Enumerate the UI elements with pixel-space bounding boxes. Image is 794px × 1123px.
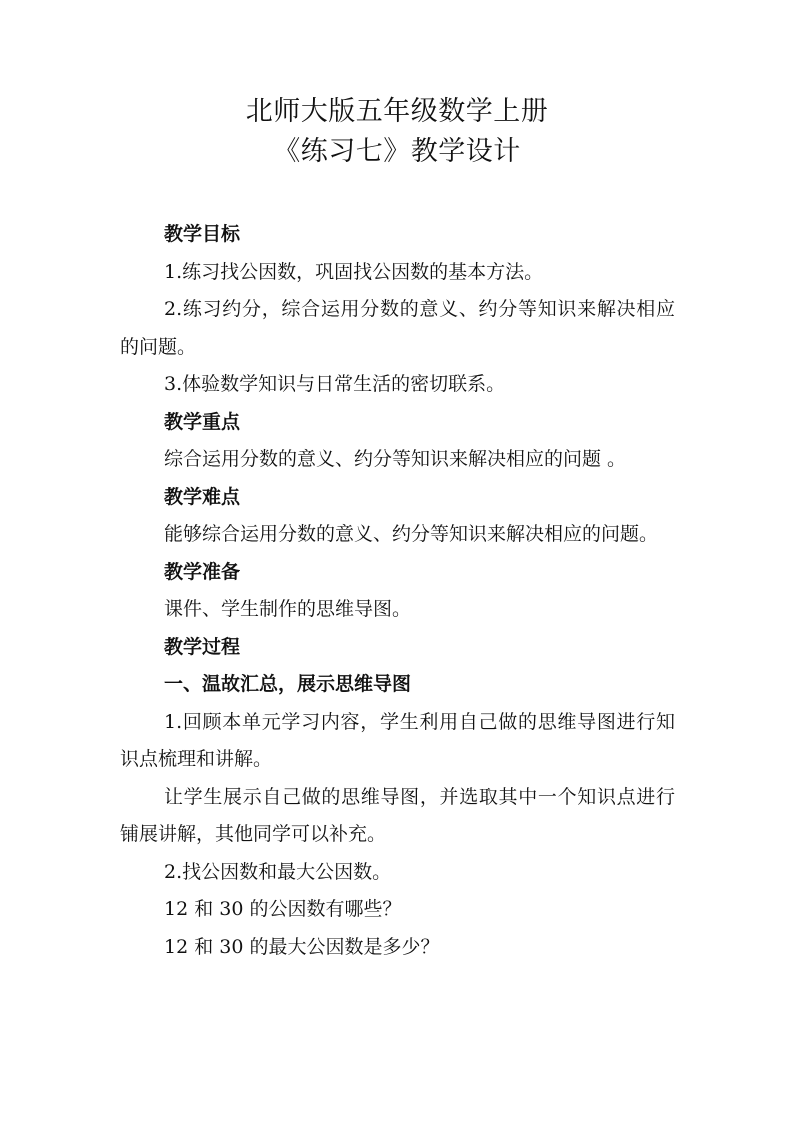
heading-process-part1: 一、温故汇总，展示思维导图 xyxy=(164,673,412,695)
heading-preparation: 教学准备 xyxy=(164,560,241,583)
document-title-line1: 北师大版五年级数学上册 xyxy=(245,96,549,127)
difficulties-text: 能够综合运用分数的意义、约分等知识来解决相应的问题。 xyxy=(164,523,659,545)
heading-process: 教学过程 xyxy=(164,635,241,658)
document-body xyxy=(120,216,675,966)
process-paragraph-2: 让学生展示自己做的思维导图，并选取其中一个知识点进行铺展讲解，其他同学可以补充。 xyxy=(120,785,675,845)
heading-key-points: 教学重点 xyxy=(164,410,241,433)
preparation-text: 课件、学生制作的思维导图。 xyxy=(164,598,412,620)
process-paragraph-4: 12 和 30 的公因数有哪些？ xyxy=(164,898,402,920)
document-title-line2: 《练习七》教学设计 xyxy=(273,136,521,167)
objective-item-1: 1.练习找公因数，巩固找公因数的基本方法。 xyxy=(164,260,544,283)
key-points-text: 综合运用分数的意义、约分等知识来解决相应的问题 。 xyxy=(164,448,627,470)
objective-item-3: 3.体验数学知识与日常生活的密切联系。 xyxy=(164,373,506,395)
process-paragraph-3: 2.找公因数和最大公因数。 xyxy=(164,860,392,883)
objective-item-2: 2.练习约分，综合运用分数的意义、约分等知识来解决相应的问题。 xyxy=(120,298,675,358)
heading-objectives: 教学目标 xyxy=(164,223,241,245)
heading-difficulties: 教学难点 xyxy=(164,485,241,508)
process-paragraph-5: 12 和 30 的最大公因数是多少？ xyxy=(164,935,440,958)
process-paragraph-1: 1.回顾本单元学习内容，学生利用自己做的思维导图进行知识点梳理和讲解。 xyxy=(120,710,675,770)
